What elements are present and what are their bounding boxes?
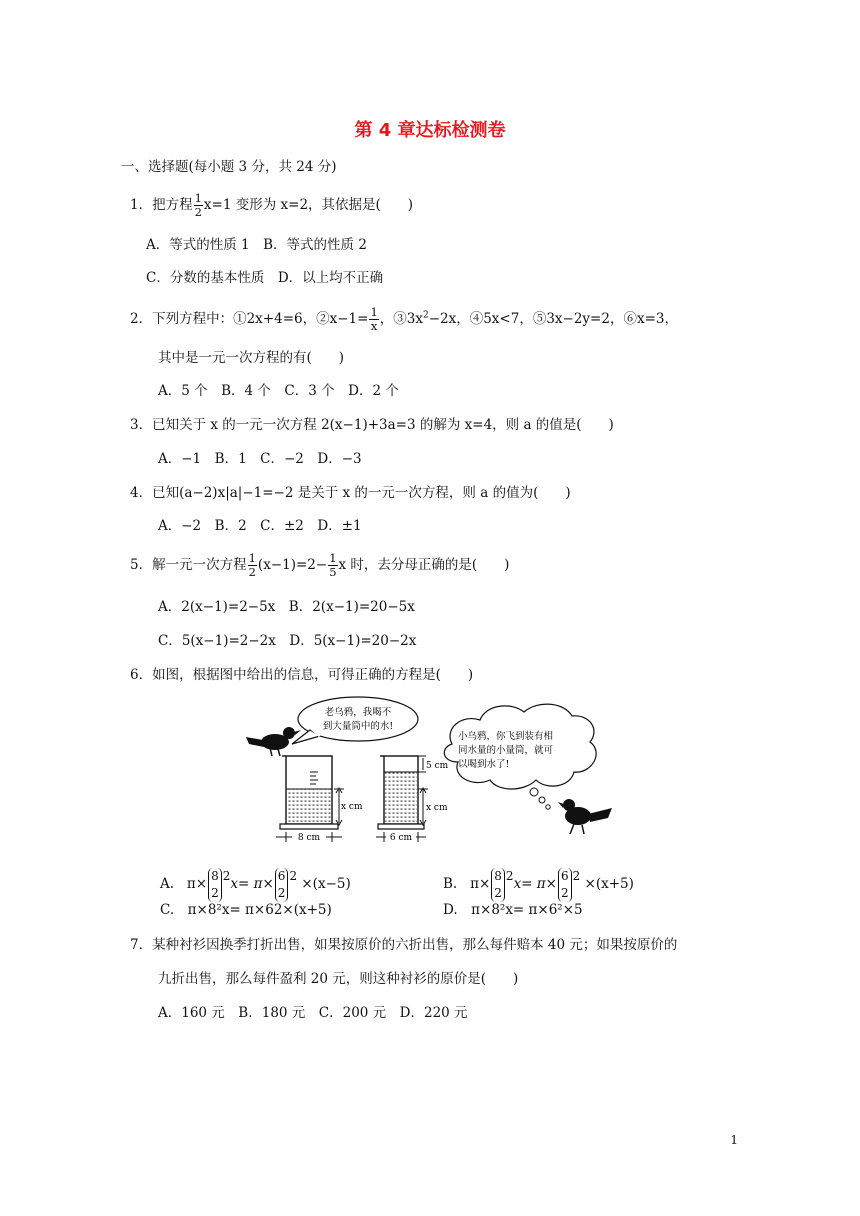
question-number: 5． bbox=[130, 557, 153, 573]
question-6-option-a: A. π× 8 2 2x= π× 6 2 2 ×(x−5) bbox=[160, 868, 351, 900]
bubble-right-line1: 小乌鸦，你飞到装有相 bbox=[458, 731, 554, 742]
section-heading: 一、选择题(每小题 3 分，共 24 分) bbox=[121, 159, 337, 175]
page-title: 第 4 章达标检测卷 bbox=[354, 120, 506, 141]
large-height-label: x cm bbox=[341, 802, 363, 812]
question-2-stem-line2: 其中是一元一次方程的有( ) bbox=[158, 350, 345, 366]
stem-text: −2x，④5x<7，⑤3x−2y=2，⑥x=3， bbox=[428, 311, 678, 327]
question-5-options-ab: A．2(x−1)=2−5x B．2(x−1)=20−5x bbox=[158, 599, 415, 615]
bubble-right-line2: 同水量的小量筒，就可 bbox=[458, 745, 554, 756]
stem-text: 把方程 bbox=[152, 197, 193, 213]
question-number: 7． bbox=[130, 937, 153, 953]
exponent: 2 bbox=[422, 310, 429, 321]
stem-text: 已知(a−2)x|a|−1=−2 是关于 x 的一元一次方程，则 a 的值为( ) bbox=[152, 485, 571, 501]
matrix-bracket: 8 2 bbox=[208, 868, 222, 902]
stem-text: 下列方程中：①2x+4=6，②x−1= bbox=[152, 311, 369, 327]
question-number: 6． bbox=[130, 667, 153, 683]
question-number: 4． bbox=[130, 485, 153, 501]
small-height-label: x cm bbox=[426, 803, 448, 813]
crow-left-icon bbox=[246, 727, 301, 756]
large-cylinder bbox=[276, 756, 363, 843]
question-number: 2． bbox=[130, 311, 153, 327]
bubble-left-line2: 到大量筒中的水! bbox=[322, 721, 394, 732]
stem-text: 某种衬衫因换季打折出售，如果按原价的六折出售，那么每件赔本 40 元；如果按原价的 bbox=[152, 937, 678, 953]
stem-text: x 时，去分母正确的是( ) bbox=[338, 557, 510, 573]
question-3-options: A．−1 B．1 C．−2 D．−3 bbox=[158, 451, 362, 467]
question-1-stem bbox=[130, 192, 413, 219]
question-1-options-ab: A．等式的性质 1 B．等式的性质 2 bbox=[146, 237, 367, 253]
question-4-options: A．−2 B．2 C．±2 D．±1 bbox=[158, 518, 362, 534]
matrix-bracket: 6 2 bbox=[558, 868, 572, 902]
question-6-stem bbox=[130, 665, 473, 685]
fraction: $\frac{1}{2}$ bbox=[248, 551, 256, 579]
fraction: $\frac{1}{5}$ bbox=[329, 551, 337, 579]
bubble-left-line1: 老乌鸦，我喝不 bbox=[324, 707, 392, 718]
stem-text: 如图，根据图中给出的信息，可得正确的方程是( ) bbox=[152, 667, 474, 683]
question-number: 1． bbox=[130, 197, 153, 213]
question-4-stem bbox=[130, 483, 571, 503]
large-width-label: 8 cm bbox=[297, 833, 321, 843]
question-6-option-c: C. π×8²x= π×62×(x+5) bbox=[160, 902, 332, 918]
stem-text: 解一元一次方程 bbox=[152, 557, 247, 573]
question-7-options: A．160 元 B．180 元 C．200 元 D．220 元 bbox=[158, 1005, 468, 1021]
matrix-bracket: 6 2 bbox=[275, 868, 289, 902]
question-1-options-cd: C．分数的基本性质 D．以上均不正确 bbox=[146, 270, 384, 286]
question-2-stem bbox=[130, 306, 678, 333]
speech-bubble-left bbox=[292, 697, 418, 744]
crow-cylinder-figure bbox=[240, 692, 620, 850]
question-3-stem bbox=[130, 415, 614, 435]
fraction: $\frac{1}{x}$ bbox=[370, 305, 378, 333]
thought-bubble-right bbox=[444, 704, 596, 809]
stem-text: (x−1)=2− bbox=[257, 557, 328, 573]
question-number: 3． bbox=[130, 417, 153, 433]
question-6-option-d: D. π×8²x= π×6²×5 bbox=[443, 902, 583, 918]
page-number: 1 bbox=[730, 1133, 738, 1147]
question-7-stem-line2: 九折出售，那么每件盈利 20 元，则这种衬衫的原价是( ) bbox=[158, 971, 519, 987]
stem-text: x=1 变形为 x=2，其依据是( ) bbox=[203, 197, 414, 213]
water-rise-label: 5 cm bbox=[426, 761, 449, 771]
question-5-stem bbox=[130, 552, 509, 579]
small-width-label: 6 cm bbox=[389, 833, 413, 843]
question-6-option-b: B. π× 8 2 2x= π× 6 2 2 ×(x+5) bbox=[443, 868, 634, 900]
stem-text: ，③3x bbox=[379, 311, 423, 327]
bubble-right-line3: 以喝到水了! bbox=[458, 759, 510, 770]
stem-text: 已知关于 x 的一元一次方程 2(x−1)+3a=3 的解为 x=4，则 a 的值是( ) bbox=[152, 417, 614, 433]
question-5-options-cd: C．5(x−1)=2−2x D．5(x−1)=20−2x bbox=[158, 633, 417, 649]
matrix-bracket: 8 2 bbox=[491, 868, 505, 902]
question-2-options: A．5 个 B．4 个 C．3 个 D．2 个 bbox=[158, 383, 399, 399]
question-7-stem bbox=[130, 935, 677, 955]
crow-right-icon bbox=[558, 799, 612, 834]
fraction: $\frac{1}{2}$ bbox=[194, 191, 202, 219]
small-cylinder bbox=[376, 756, 449, 843]
